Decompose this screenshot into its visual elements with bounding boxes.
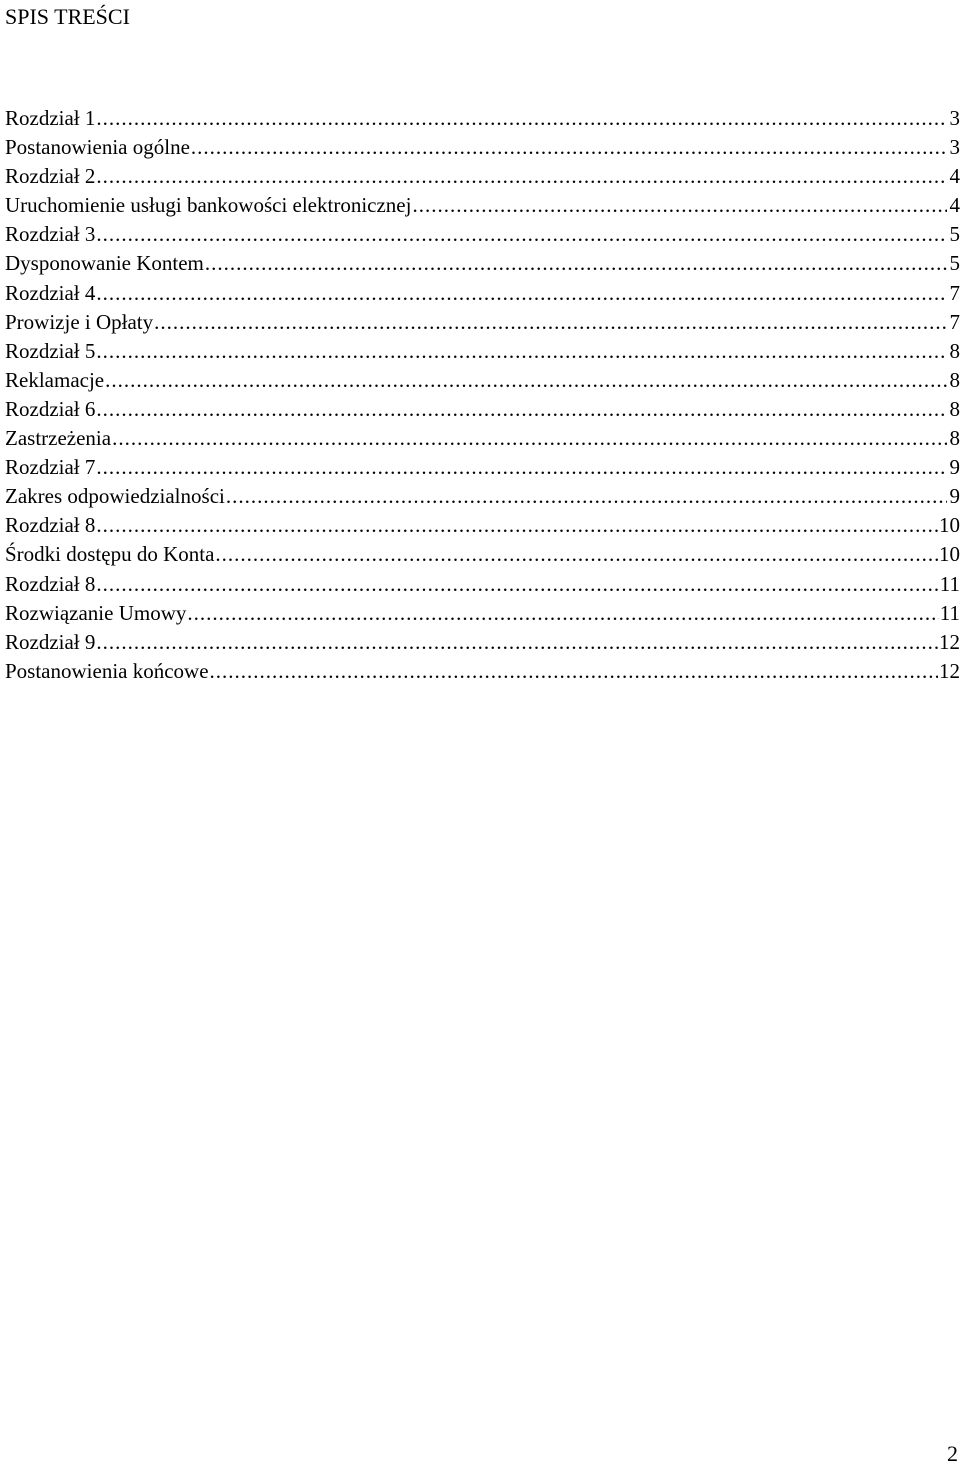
- toc-entry[interactable]: [5, 599, 960, 628]
- toc-entry-page: 3: [949, 135, 960, 160]
- dot-leader: [191, 133, 947, 162]
- toc-entry-title: Rozdział 2: [5, 164, 96, 189]
- toc-entry[interactable]: [5, 657, 960, 686]
- toc-entry-title: Dysponowanie Kontem: [5, 251, 204, 276]
- toc-entry-page: 5: [949, 222, 960, 247]
- toc-entry-page: 12: [939, 658, 960, 683]
- toc-entry-title: Rozdział 6: [5, 396, 96, 421]
- toc-entry[interactable]: [5, 279, 960, 308]
- toc-entry-title: Rozdział 9: [5, 629, 96, 654]
- toc-entry-title: Postanowienia ogólne: [5, 135, 190, 160]
- toc-entry-page: 11: [939, 571, 960, 596]
- toc-entry-page: 9: [949, 455, 960, 480]
- toc-entry[interactable]: [5, 511, 960, 540]
- dot-leader: [215, 540, 938, 569]
- toc-entry-title: Rozdział 8: [5, 513, 96, 538]
- toc-entry-page: 10: [939, 542, 960, 567]
- toc-entry-title: Postanowienia końcowe: [5, 658, 209, 683]
- dot-leader: [226, 482, 947, 511]
- toc-entry-page: 9: [949, 484, 960, 509]
- dot-leader: [96, 570, 938, 599]
- toc-entry-page: 8: [949, 367, 960, 392]
- toc-entry-page: 12: [939, 629, 960, 654]
- toc-entry[interactable]: [5, 628, 960, 657]
- toc-heading: SPIS TREŚCI: [5, 4, 130, 29]
- dot-leader: [205, 249, 947, 278]
- toc-entry[interactable]: [5, 337, 960, 366]
- toc-entry-page: 5: [949, 251, 960, 276]
- dot-leader: [96, 337, 947, 366]
- dot-leader: [96, 162, 947, 191]
- toc-entry[interactable]: [5, 104, 960, 133]
- toc-entry[interactable]: [5, 191, 960, 220]
- toc-entry[interactable]: [5, 453, 960, 482]
- toc-entry[interactable]: [5, 570, 960, 599]
- toc-entry-page: 10: [939, 513, 960, 538]
- dot-leader: [96, 453, 947, 482]
- dot-leader: [210, 657, 938, 686]
- toc-entry-page: 3: [949, 106, 960, 130]
- toc-entry-title: Zastrzeżenia: [5, 426, 112, 451]
- toc-entry-title: Rozdział 8: [5, 571, 96, 596]
- toc-entry-page: 8: [949, 396, 960, 421]
- toc-entry[interactable]: [5, 366, 960, 395]
- toc-entry[interactable]: [5, 249, 960, 278]
- toc-entry[interactable]: [5, 220, 960, 249]
- dot-leader: [412, 191, 947, 220]
- toc-entry-page: 8: [949, 338, 960, 363]
- dot-leader: [96, 220, 947, 249]
- toc-entry[interactable]: [5, 162, 960, 191]
- toc-entry-title: Środki dostępu do Konta: [5, 542, 215, 567]
- dot-leader: [96, 395, 947, 424]
- dot-leader: [112, 424, 947, 453]
- dot-leader: [187, 599, 938, 628]
- toc-entry-title: Rozdział 3: [5, 222, 96, 247]
- dot-leader: [96, 279, 947, 308]
- toc-entry[interactable]: [5, 482, 960, 511]
- table-of-contents: [5, 104, 960, 686]
- toc-entry-page: 7: [949, 280, 960, 305]
- toc-entry[interactable]: [5, 540, 960, 569]
- toc-entry-page: 7: [949, 309, 960, 334]
- toc-entry-title: Rozwiązanie Umowy: [5, 600, 187, 625]
- toc-entry-title: Rozdział 5: [5, 338, 96, 363]
- toc-entry-page: 4: [949, 164, 960, 189]
- toc-entry-title: Rozdział 1: [5, 106, 96, 130]
- dot-leader: [154, 308, 947, 337]
- toc-entry-title: Zakres odpowiedzialności: [5, 484, 225, 509]
- page-number: 2: [947, 1441, 958, 1466]
- toc-entry[interactable]: [5, 395, 960, 424]
- toc-entry-page: 4: [949, 193, 960, 218]
- toc-entry[interactable]: [5, 308, 960, 337]
- toc-entry[interactable]: [5, 133, 960, 162]
- dot-leader: [96, 511, 938, 540]
- toc-entry[interactable]: [5, 424, 960, 453]
- toc-entry-page: 11: [939, 600, 960, 625]
- toc-entry-title: Reklamacje: [5, 367, 105, 392]
- dot-leader: [96, 104, 947, 133]
- toc-entry-title: Prowizje i Opłaty: [5, 309, 154, 334]
- toc-entry-page: 8: [949, 426, 960, 451]
- dot-leader: [105, 366, 947, 395]
- dot-leader: [96, 628, 938, 657]
- toc-entry-title: Rozdział 7: [5, 455, 96, 480]
- toc-entry-title: Uruchomienie usługi bankowości elektronicznej: [5, 193, 412, 218]
- toc-entry-title: Rozdział 4: [5, 280, 96, 305]
